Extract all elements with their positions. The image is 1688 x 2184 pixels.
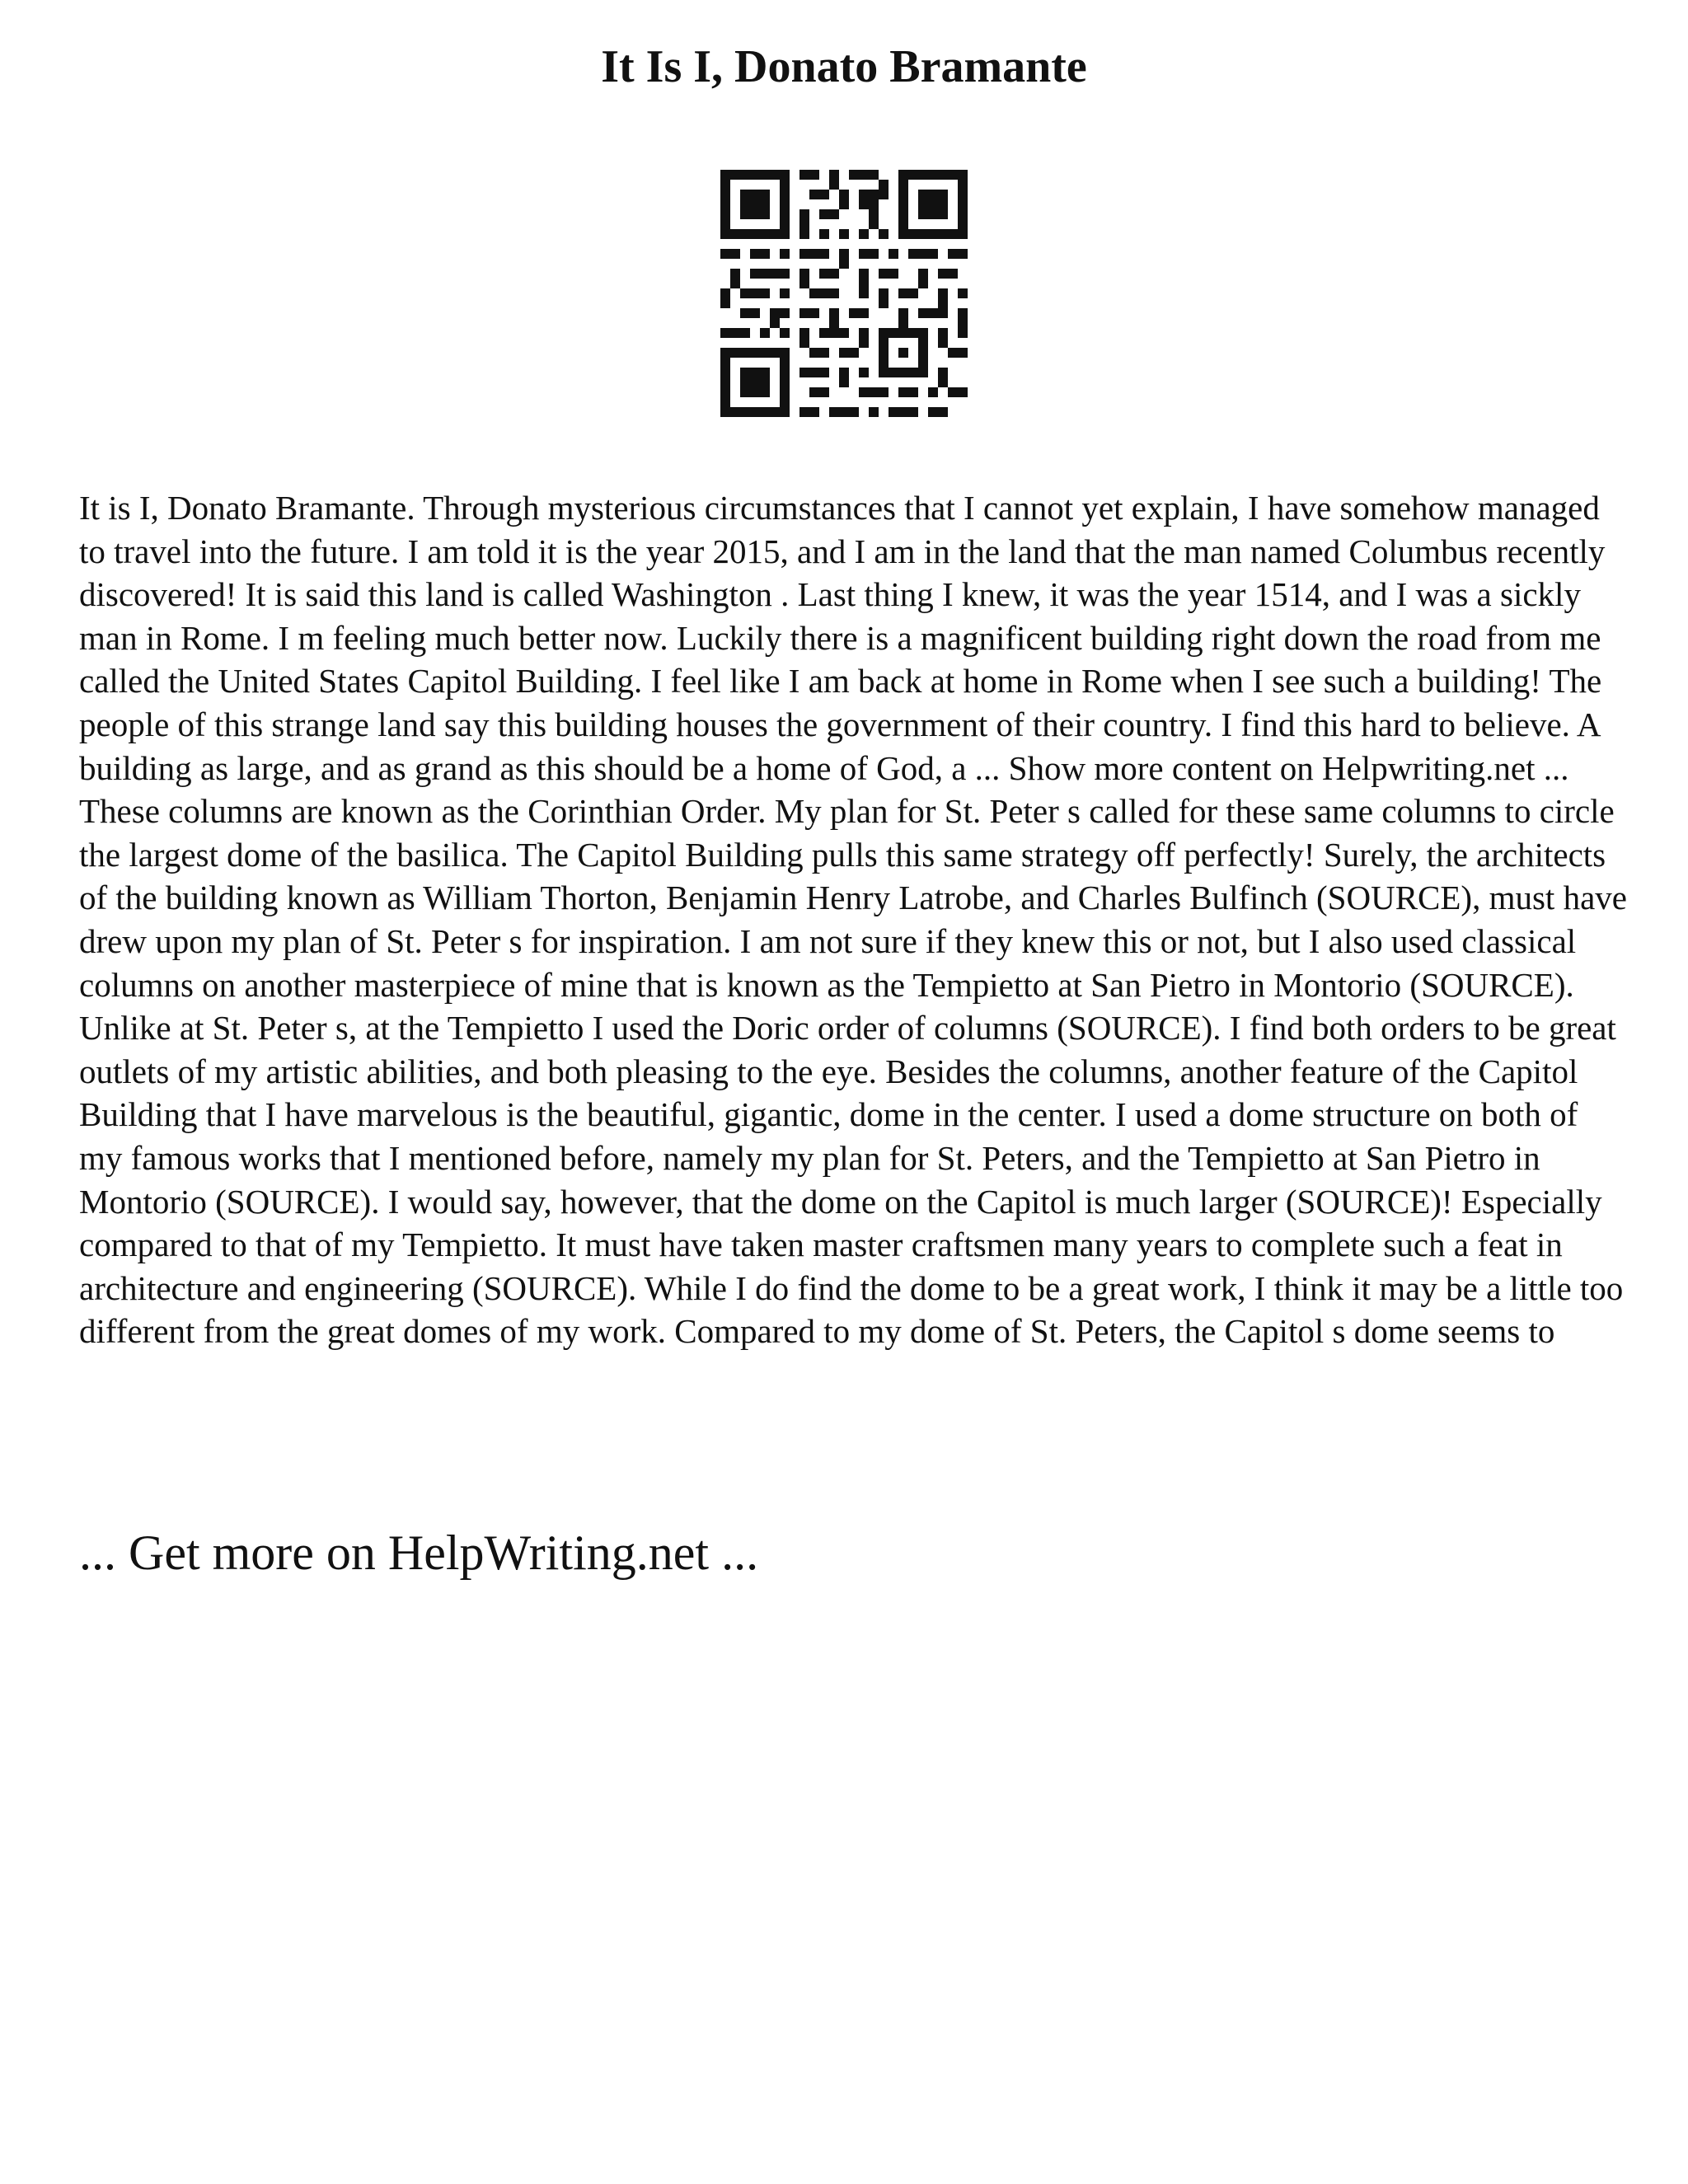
get-more-link[interactable]: ... Get more on HelpWriting.net ... xyxy=(79,1526,759,1580)
page-title: It Is I, Donato Bramante xyxy=(601,41,1087,92)
qr-code-icon xyxy=(720,170,968,417)
article-body: It is I, Donato Bramante. Through mysterious circumstances that I cannot yet explain, I have somehow managed to travel into the future. I am told it is the year 2015, and I am in the land that the man named Columbus recently discovered! It is said this land is called Washington . Last thing I knew, it was the year 1514, and I was a sickly man in Rome. I m feeling much better now. Luckily there is a magnificent building right down the road from me called the United States Capitol Building. I feel like I am back at home in Rome when I see such a building! The people of this strange land say this building houses the government of their country. I find this hard to believe. A building as large, and as grand as this should be a home of God, a ... Show more content on Helpwriting.net ... These columns are known as the Corinthian Order. My plan for St. Peter s called for these same columns to circle the largest dome of the basilica. The Capitol Building pulls this same strategy off perfectly! Surely, the architects of the building known as William Thorton, Benjamin Henry Latrobe, and Charles Bulfinch (SOURCE), must have drew upon my plan of St. Peter s for inspiration. I am not sure if they knew this or not, but I also used classical columns on another masterpiece of mine that is known as the Tempietto at San Pietro in Montorio (SOURCE). Unlike at St. Peter s, at the Tempietto I used the Doric order of columns (SOURCE). I find both orders to be great outlets of my artistic abilities, and both pleasing to the eye. Besides the columns, another feature of the Capitol Building that I have marvelous is the beautiful, gigantic, dome in the center. I used a dome structure on both of my famous works that I mentioned before, namely my plan for St. Peters, and the Tempietto at San Pietro in Montorio (SOURCE). I would say, however, that the dome on the Capitol is much larger (SOURCE)! Especially compared to that of my Tempietto. It must have taken master craftsmen many years to complete such a feat in architecture and engineering (SOURCE). While I do find the dome to be a great work, I think it may be a little too different from the great domes of my work. Compared to my dome of St. Peters, the Capitol s dome seems to xyxy=(79,489,1627,1351)
qr-code-graphic xyxy=(720,170,968,417)
